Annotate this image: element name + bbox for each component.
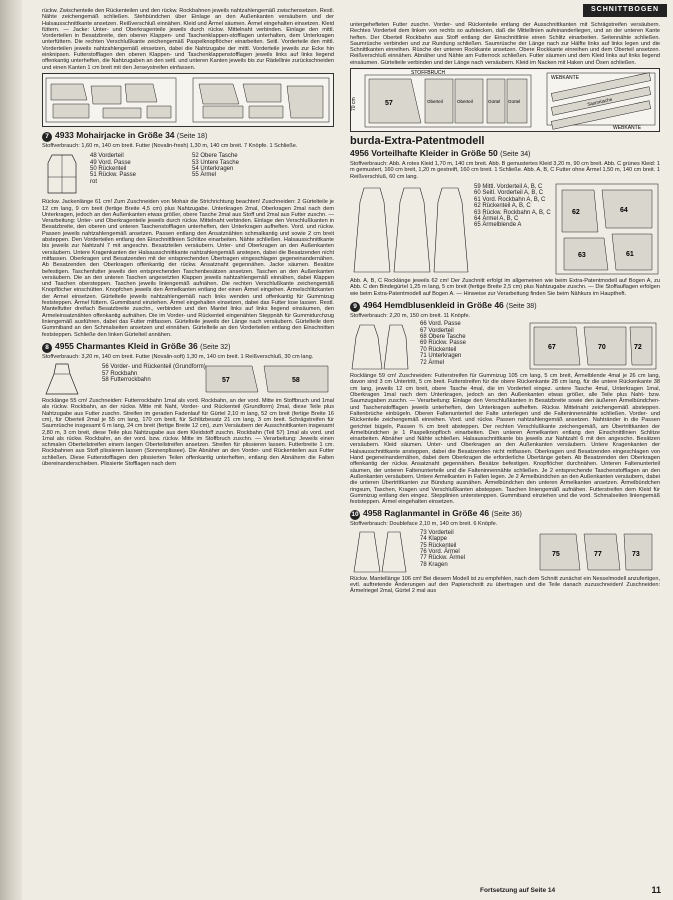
piece-57-label: 57 (385, 100, 393, 108)
piece-label-57: 57 (222, 377, 230, 385)
page-number: 11 (651, 885, 661, 895)
pieces-block-4933 (42, 151, 334, 199)
fabric-usage-4933: Stoffverbrauch: 1,60 m, 140 cm breit. Futter (Novalin-fresh) 1,30 m, 140 cm breit. 7 Knöpfe. 1 Schließe. (42, 142, 298, 149)
oberteil-label-1: Oberteil (427, 99, 443, 105)
body-text-4964: Rocklänge 59 cm! Zuschneiden: Futterstreifen für Gummizug 105 cm lang, 5 cm breit, Ärmelblende 4mal je 26 cm lang, davon sind 3 cm Untertritt, 5 cm breit. Futterstreifen für die obere Rückenkante 28 cm lang, für die untere Rückenkante 38 cm lang, jeweils 12 cm breit, obere Tasche 4mal, die im Vorderteil eingez. untere Tasche 4mal, Unterkragen 1mal, Oberkragen 1mal nach dem Unterkragen, jedoch an den Außenkanten etwas größer, alle Teile plus Naht- bzw. Saumzugaben zuschn. — Verarbeitung: Einlage den Verschlußkanten in Besatzbreite sowie den äußeren Ärmelbündchen- und Taschenstofflagen jeweils unterheften, den Unterkragen aufheften. Rückw. Mittelnaht zeichengemäß absteppen. Faltenbrüche einbügeln. Oberen Faltenunterteil der Falte unterlegen und die Falteninnennähte schließen. Vorder- und Rückenteile zeichengemäß einreihen. Vord. und rückw. Passen nahtzahlengemäß ansetzen. Nahtränder in die Passen gerichtet bügeln, Passen ¾ cm breit absteppen. Der rechten Verschlußkante zeichengemäß, am Übertrittkanten der Ärmelbündchen je 1 Paspelknopfloch einarbeiten. Den unteren Ärmelkanten entlang den Einschnittlinien Schlitze einarbeiten. Abnäher und Nähte schließen. Halsausschnittkante bis jeweils zur Nahtzahl 6 mit den angeschn. Besätzen versäubern. Kleid säumen. Unter- und Oberkragen an den Außenkanten versäubern. Untere Kragenkanten der Halsausschnittkante ansteppen, dabei die Besatzenden nicht mitfassen. Oberkragen und Besatzenden eingeschlagen von Hand gegeneinandernähen, dabei dem Oberkragen die erforderliche Übertänge geben. Ab Besatzenden den Oberkragen offenkantig der rückw. Ansatznaht gegennähen. Besätze befestigen. Knopflöcher durchnähen. Unteren Faltenunterteil säumen, der unteren Faltenunterteile und die Falteninnennähte schließen. Je 2 entsprechende Taschenstofflagen an den Außenkanten versäubern. Untere Armelkanten in Falten legen. Je 2 Ärmelbündchen an den Außenkanten versäubern, dabei die unteren Übertrittkanten zur Bündung ausnähen. Ärmelbündchen den unteren Ärmelkanten ansetzen. Ärmelbündchen ringsum, Taschen, Kragen und Verschlußkanten absteppen. Taschen liniengemäß aufnähen. Futterstreifen dem Kleid für Gummizug entlang den eingez. Stepplinien unterstenppen. Gummiband einziehen und die vord. Schmalseiten liniengemäß feststeppen. Ärmel eingehalten einsetzen. (350, 373, 660, 506)
heading-4933: 7 4933 Mohairjacke in Größe 34 (Seite 18) (42, 130, 334, 142)
pattern-pieces-4956-svg (554, 182, 660, 276)
column-right (350, 22, 660, 597)
section-header: SCHNITTBOGEN (583, 4, 667, 17)
fabric-usage-4956: Stoffverbrauch: Abb. A rotes Kleid 1,70 m, 140 cm breit. Abb. B gemustertes Kleid 3,20 m, 90 cm breit. Abb. C grünes Kleid: 1 m gemustert, 160 cm breit, 1,20 m gestreift, 160 cm breit. 1 Schließe. Abb. A, B, C Futter ohne Ärmel 1,50 m, 140 cm breit. 1 Reißverschluß, 60 cm lang. (350, 161, 660, 180)
pieces-list-4964: 66 Vord. Passe 67 Vorderteil 68 Obere Tasche 69 Rückw. Passe 70 Rückenteil 71 Unterkragen 72 Ärmel (420, 321, 467, 366)
svg-text:64: 64 (620, 206, 628, 214)
jacket-sketch-icon (42, 151, 82, 197)
fold-label: STOFFBRUCH (411, 70, 446, 77)
shirtdress-figures-4964 (350, 321, 410, 371)
number-badge-4955: 8 (42, 343, 52, 353)
pieces-block-4956 (350, 182, 660, 278)
heading-4956: 4956 Vorteilhafte Kleider in Größe 50 (Seite 34) (350, 148, 531, 159)
layout-diagram-4933 (42, 73, 334, 127)
pieces-block-4958 (350, 530, 660, 576)
pattern-pieces-4958-svg (536, 530, 656, 574)
heading-4955: 8 4955 Charmantes Kleid in Größe 36 (Seite 32) (42, 341, 334, 353)
number-badge-4958: 10 (351, 511, 359, 519)
pieces-list-4956: 59 Mittl. Vorderteil A, B, C 60 Seitl. Vorderteil A, B, C 61 Vord. Rockbahn A, B, C 62 Rückenteil A, B, C 63 Rückw. Rockbahn A, B, C 64 Ärmel A, B, C 65 Ärmelblende A (474, 183, 551, 229)
svg-text:61: 61 (626, 250, 634, 258)
body-text-4933: Rückw. Jackenlänge 61 cm! Zum Zuschneiden von Mohair die Strichrichtung beachten! Zuschneiden: 2 Gürtelteile je 12 cm lang, 9 cm breit (fertige Breite 4,5 cm) plus Nahtzugabe. Unterkragen 2mal, Oberkragen 2mal nach dem Unterkragen, jedoch an den Außenkanten etwas größer, obere Tasche 2mal aus Stoff und 2mal aus Futter zuschn. — Verarbeitung: Unter- und Oberkragenteile jeweils durch rückw. Mittelnaht verbinden. Einlage den Verschlußkanten in Besatzbreite, den oberen und unteren Taschenstofflagen unterheften, den Unterkragen aufheften. Vord. und rückw. Passen jeweils nahtzahlengemäß ansetzen. Passen entlang den Ansatznähten schmalkantig und sowie 2 cm breit absteppen. Den Vorderteilen entlang den Einschnittlinien Schlitze einarbeiten. Nähte schließen. Halsausschnittkante bis jeweils zur Nahtzahl 7 mit angeschn. Besatzteilen versäubern. Unter- und Oberkragen an den Außenkanten versäubern. Untere Kragenkanten der Halsausschnittkante nahtzahlengemäß anstepen, dabei die Besatzenden nicht mitfassen. Oberkragen und Besatzenden mit der entsprechenden Übertragen eingeschlagen gegeneinandernähen. Ab Besatzenden den Oberkragen offenkantig der rückw. Ansatznaht gegennähen. Jacke säumen. Besätze befestigen. Taschenfutter jeweils den entsprechenden Taschenbesätzen ansetzen. Taschen an den Außenkanten versäubern. Die an den unteren Taschen angesetzten Klappen jeweils nahtzahlengemäß einnähen, dabei Klappen und Taschen obersteppen. Taschen jeweils liniengemäß aufnähen. Die rechten Verschlußkante zeichengemäß Knopflöcher einschütten. Knopfchen jeweils den Ärmelkanten entlang der einen Ärmel eingehen. Ärmelschlitzkanten der Armel einsetzen. Gürtelteile jeweils nahtzahlengemäß nach links wenden und offenkantig für Gummizug feststeppen. Ärmel füttern. Gummiband einziehen. Ärmel eingehalten einsetzen, dabei das Futter lose lassen. Restl. Mantelfutter dreifach Besatzbreite zuschn., verbinden und den Mantel links auf links liegend einsäumen, den Armeleinsatznähten offenkantig aufnähen. Die im Vorder- und Rückenteil eingenähten Steppnäh für Gummidurchzug liniengemäß ausführen, dabei das Futter mitfassen. Gürtelteile jeweils der Länge nach versäubern. Gürtelteile dem Gummiband an den Schmalseiten ansetzen und einnähen. Gürtelteile an den Vorderteilen entlang den Einschnitten feststeppen. Schließe den linken Gürtelteil annähen. (42, 199, 334, 338)
dress-sketch-icon (42, 362, 82, 396)
fabric-usage-4964: Stoffverbrauch: 2,20 m, 150 cm breit. 11 Knöpfe. (350, 312, 471, 319)
guertel-label-2: Gürtel (508, 99, 521, 105)
svg-text:73: 73 (632, 550, 640, 558)
svg-text:63: 63 (578, 251, 586, 259)
page-spine (0, 0, 22, 900)
number-badge-4933: 7 (42, 132, 52, 142)
pieces-list-4955: 56 Vorder- und Rückenteil (Grundform) 57 Rockbahn 58 Futterrockbahn (102, 364, 206, 383)
selvage-label-top: WEBKANTE (551, 75, 580, 82)
layout-diagram-4955 (350, 68, 660, 132)
guertel-label-1: Gürtel (488, 99, 501, 105)
intro-text-col2: untergehefteten Futter zuschn. Vorder- und Rückenteile entlang der Ausschnittkanten mit Schrägstreifen versäubern. Rechtes Vorderteil dem linken von rechts so aufstecken, daß die Mittellinien aufeinanderliegen, und an der unteren Kante heften. Der Oberteil Rockbahn aus Stoff entlang der Einschnittlinie einen Schlitz einarbeiten. Seitennähte schließen. Saumrüsche verbinden und zur Rundung schließen. Saumrüsche der Länge nach zur Hälfte links auf links legen und die Schnittkanten einreihen. Rüsche der unteren Rockkante ansetzen. Obere Rockkante einreihen und dem Oberteil ansetzen. Reißverschluß einnähen. Abnäher und Nähte am Futterrock schließen. Futter säumen und dem Kleid links auf links liegend einsäumen. Gürtelteile verbinden und der Länge nach versäubern. Kleid im Nacken mit Haken und Ösen schließen. (350, 22, 660, 66)
pieces-list-4958: 73 Vorderteil 74 Klappe 75 Rückenteil 76 Vord. Ärmel 77 Rückw. Ärmel 78 Kragen (420, 529, 466, 568)
fabric-usage-4955: Stoffverbrauch: 3,20 m, 140 cm breit. Futter (Novalin-soft) 1,30 m, 140 cm breit. 1 Reißverschluß, 30 cm lang. (42, 353, 314, 360)
layout-4955-svg (351, 69, 659, 131)
coat-figures-4958 (350, 530, 410, 574)
number-badge-4964: 9 (350, 302, 360, 312)
intro-text-col1: rückw. Zwischenteile den Rückenteilen und den rückw. Rockbahnen jeweils nahtzahlengemäß zwischensetzen. Restl. Nähte zeichengemäß schließen. Stehbündchen über Einlage an den Außenkanten versäubern und der Halsausschnittkante ansetzen. Reißverschluß einnähen. Kleid und Ärmel säumen. Ärmel eingehalten einsetzen. Kleid füttern. — Jacke: Unter- und Oberkragenteile jeweils durch rückw. Mittelnaht verbinden. Einlage den mittl. Vorderteilen in Besatzbreite, den oberen Klappen- und Taschenklappen-stofflagen unterhalten, dem Unterkragen unterfüttern. Die rechten Verschlußkante zeichengemäß Paspelknopflöcher einarbeiten. Seitl. Vorderteile den mittl. Vorderteilen jeweils nahtzahlengemäß einsetzen, dabei die Nahtzugabe der mittl. Vorderteile jeweils zur Ecke hin einknipsen. Futterstofflagen den oberen Klappen- und Taschenklappenstofflagen jeweils links auf links liegend offenkantig unterheften, die Nahtzugaben an den seitl. und unteren Kanten jeweils bis zur Rädellinie zurückschneiden und einen Kanten 1 cm breit mit den Jerseystreifen einfassen. (42, 8, 334, 71)
piece-label-58: 58 (292, 377, 300, 385)
svg-text:75: 75 (552, 550, 560, 558)
svg-text:72: 72 (634, 344, 642, 352)
pieces-block-4964 (350, 321, 660, 373)
extra-title: burda-Extra-Patentmodell (350, 135, 485, 148)
pattern-pieces-4964-svg (528, 321, 658, 371)
pattern-pieces-4955-svg (202, 362, 332, 396)
pieces-list-4933-b: 52 Obere Tasche 53 Untere Tasche 54 Unterkragen 55 Ärmel (192, 153, 239, 179)
body-text-4958: Rückw. Mantellänge 106 cm! Bei diesem Modell ist zu empfehlen, nach dem Schnitt zunächst ein Nesselmodell anzufertigen, evtl. auftretende Änderungen auf den Papierschnitt zu übertragen und die Teile danach zuzuschneiden! Zuschneiden: Ärmelriegel 2mal, Gürtel 2 mal aus (350, 575, 660, 595)
heading-4958: 10 4958 Raglanmantel in Größe 46 (Seite 36) (351, 508, 522, 519)
svg-text:67: 67 (548, 344, 556, 352)
body-text-4955: Rocklänge 55 cm! Zuschneiden: Futterrockbahn 1mal als vord. Rockbahn, an der vord. Mitte im Stoffbruch und 1mal als rückw. Rockbahn, an der rückw. Mitte mit Naht, Vorder- und Rückenteil (Grundform) 2mal, diese Teile plus Nahtzugabe aus Futter zuschn. Streifen im geraden Fadenlauf für Gürtel 2,10 m lang, 52 cm breit (fertige Breite 16 cm), für Oberteil 2mal je 55 cm lang, 170 cm breit, für Schlitzbesatz 21 cm lang, 3 cm breit. Schrägstreifen für Saumrüsche insgesamt 6 m lang, 24 cm breit (fertige Breite 12 cm), zum Versäubern der Ausschnittkanten insgesamt 2,80 m, 3 cm breit, diese Teile plus Nahtzugabe aus dem Kleidstoff zuschn. Rockbahn (Teil 57) 1mal als vord. und 1mal als rückw. Rockbahn, an der vord. bzw. rückw. Mitte im Stoffbruch zuschn. — Verarbeitung: Jeweils einen schmalen Oberteilstreifen einem langen Oberteilstreifen ansetzen. Streifen für plissieren lassen. Futterbreite 1 cm. Rockbahnen aus Stoff plissieren lassen (Sonnenplissee). Die Abnäher an den Vorder- und Rückenteilen aus Futter schließen. Diese Futterstofflagen den plissierten Teilen offenkantig unterheften, entlang den Abnähern die Falten übereinanderschieben. Plissierte Stofflagen nach dem (42, 398, 334, 468)
oberteil-label-2: Oberteil (457, 99, 473, 105)
dim-label: 70 cm (351, 97, 357, 112)
pieces-list-4933-a: 48 Vorderteil 49 Vord. Passe 50 Rückenteil 51 Rückw. Passe rot (90, 153, 137, 185)
body-text-4956: Abb. A, B, C Rocklänge jeweils 62 cm! Der Zuschnitt erfolgt im allgemeinen wie beim Extra-Patentmodell auf Bogen A, zu Abb. C den Bindegürtel 1,25 m lang, 5 cm breit (fertige Breite 2,5 cm) plus Nahtzugabe zuschn. — Die Stoffauflagen erfolgen wie beim Extra-Patentmodell auf Bogen A. — Hinweise zur Verarbeitung finden Sie beim Nähkurs im Hauptheft. (350, 277, 660, 297)
svg-text:77: 77 (594, 550, 602, 558)
pieces-block-4955 (42, 362, 334, 398)
fabric-usage-4958: Stoffverbrauch: Doubleface 2,10 m, 140 cm breit. 6 Knöpfe. (350, 521, 498, 528)
svg-text:70: 70 (598, 344, 606, 352)
selvage-label-bottom: WEBKANTE (613, 125, 642, 132)
continuation-note: Fortsetzung auf Seite 14 (480, 887, 556, 894)
heading-4964: 9 4964 Hemdblusenkleid in Größe 46 (Seite 38) (350, 300, 660, 312)
dress-figures-4956 (350, 182, 470, 276)
column-left (42, 8, 334, 469)
svg-text:62: 62 (572, 208, 580, 216)
ruffle-label: Saumrüsche (586, 96, 613, 107)
layout-4933-svg (43, 74, 333, 126)
